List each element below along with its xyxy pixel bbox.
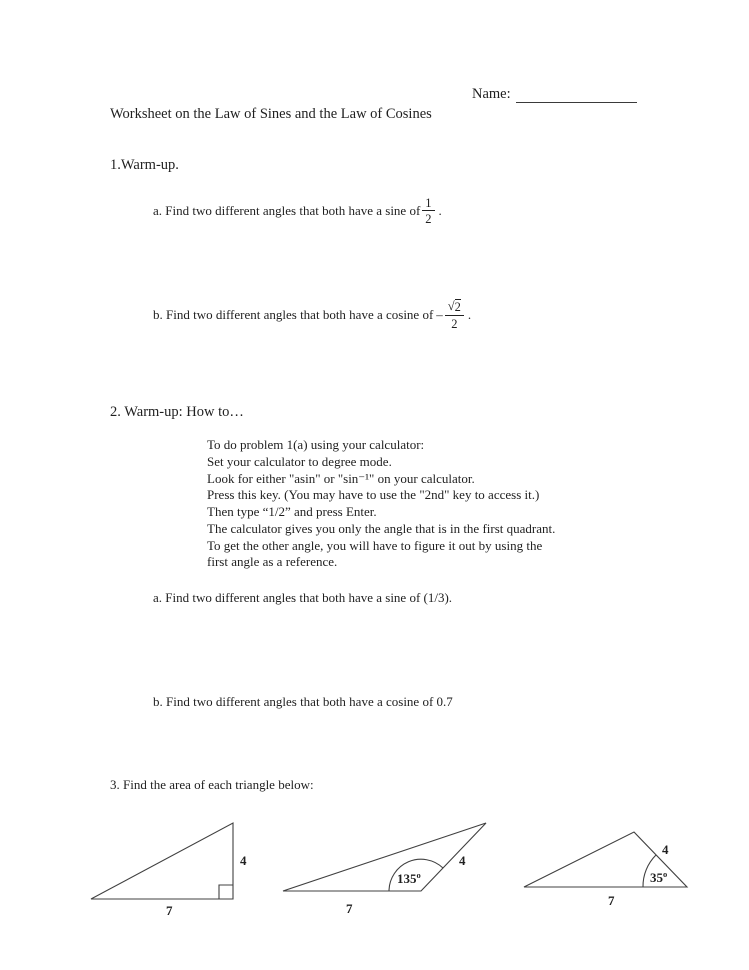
fraction-denominator: 2: [425, 212, 432, 226]
instruction-line: Set your calculator to degree mode.: [207, 453, 392, 469]
instruction-line: To get the other angle, you will have to figure it out by using the: [207, 537, 543, 553]
item-a-period: .: [438, 203, 442, 218]
fraction-denominator: 2: [451, 316, 458, 331]
radicand: 2: [454, 300, 461, 315]
section2-heading: 2. Warm-up: How to…: [110, 404, 244, 420]
triangle3-side-label: 4: [662, 842, 669, 857]
section1-heading: 1.Warm-up.: [110, 157, 179, 173]
fraction-one-half: [422, 196, 434, 227]
minus-sign: –: [436, 307, 443, 322]
instruction-line: Press this key. (You may have to use the "2nd" key to access it.): [207, 487, 540, 503]
instruction-line: The calculator gives you only the angle that is in the first quadrant.: [207, 520, 556, 536]
item-a-text: a. Find two different angles that both have a sine of: [153, 203, 421, 218]
instruction-line: first angle as a reference.: [207, 554, 338, 570]
item-b-period: .: [467, 307, 472, 322]
section2-item-a: a. Find two different angles that both have a sine of (1/3).: [153, 590, 453, 605]
section2-item-b: b. Find two different angles that both have a cosine of 0.7: [153, 694, 453, 709]
triangle3-angle-label: 35$^o$: [650, 869, 668, 885]
name-label: Name:: [472, 86, 511, 102]
fraction-numerator: 1: [422, 196, 434, 211]
triangle2-base-label: 7: [346, 901, 353, 916]
radical-sign: √: [447, 299, 455, 314]
item-b-text: b. Find two different angles that both have a cosine of: [153, 307, 434, 322]
section3-heading: 3. Find the area of each triangle below:: [110, 777, 314, 792]
fraction-numerator: [445, 299, 464, 315]
instruction-line: To do problem 1(a) using your calculator:: [207, 437, 425, 452]
triangle2-angle-label: 135$^o$: [397, 870, 421, 886]
triangles-figure: [80, 812, 749, 930]
name-blank-line: [516, 87, 637, 103]
obtuse-triangle: [283, 823, 486, 891]
name-line: [472, 86, 637, 103]
triangle1-base-label: 7: [166, 903, 173, 918]
instruction-line: Then type “1/2” and press Enter.: [207, 504, 377, 519]
section1-item-b: [153, 293, 471, 337]
instruction-line: Look for either "asin" or "sin⁻¹" on your calculator.: [207, 470, 475, 486]
calculator-instructions: [207, 437, 555, 571]
fraction-sqrt2-over-2: [445, 299, 464, 331]
triangle1-side-label: 4: [240, 853, 247, 868]
right-angle-mark: [219, 885, 233, 899]
triangle3-base-label: 7: [608, 893, 615, 908]
triangle2-side-label: 4: [459, 853, 466, 868]
section1-item-a: [153, 191, 442, 231]
worksheet-title: Worksheet on the Law of Sines and the Law of Cosines: [110, 106, 432, 122]
right-triangle: [91, 823, 233, 899]
